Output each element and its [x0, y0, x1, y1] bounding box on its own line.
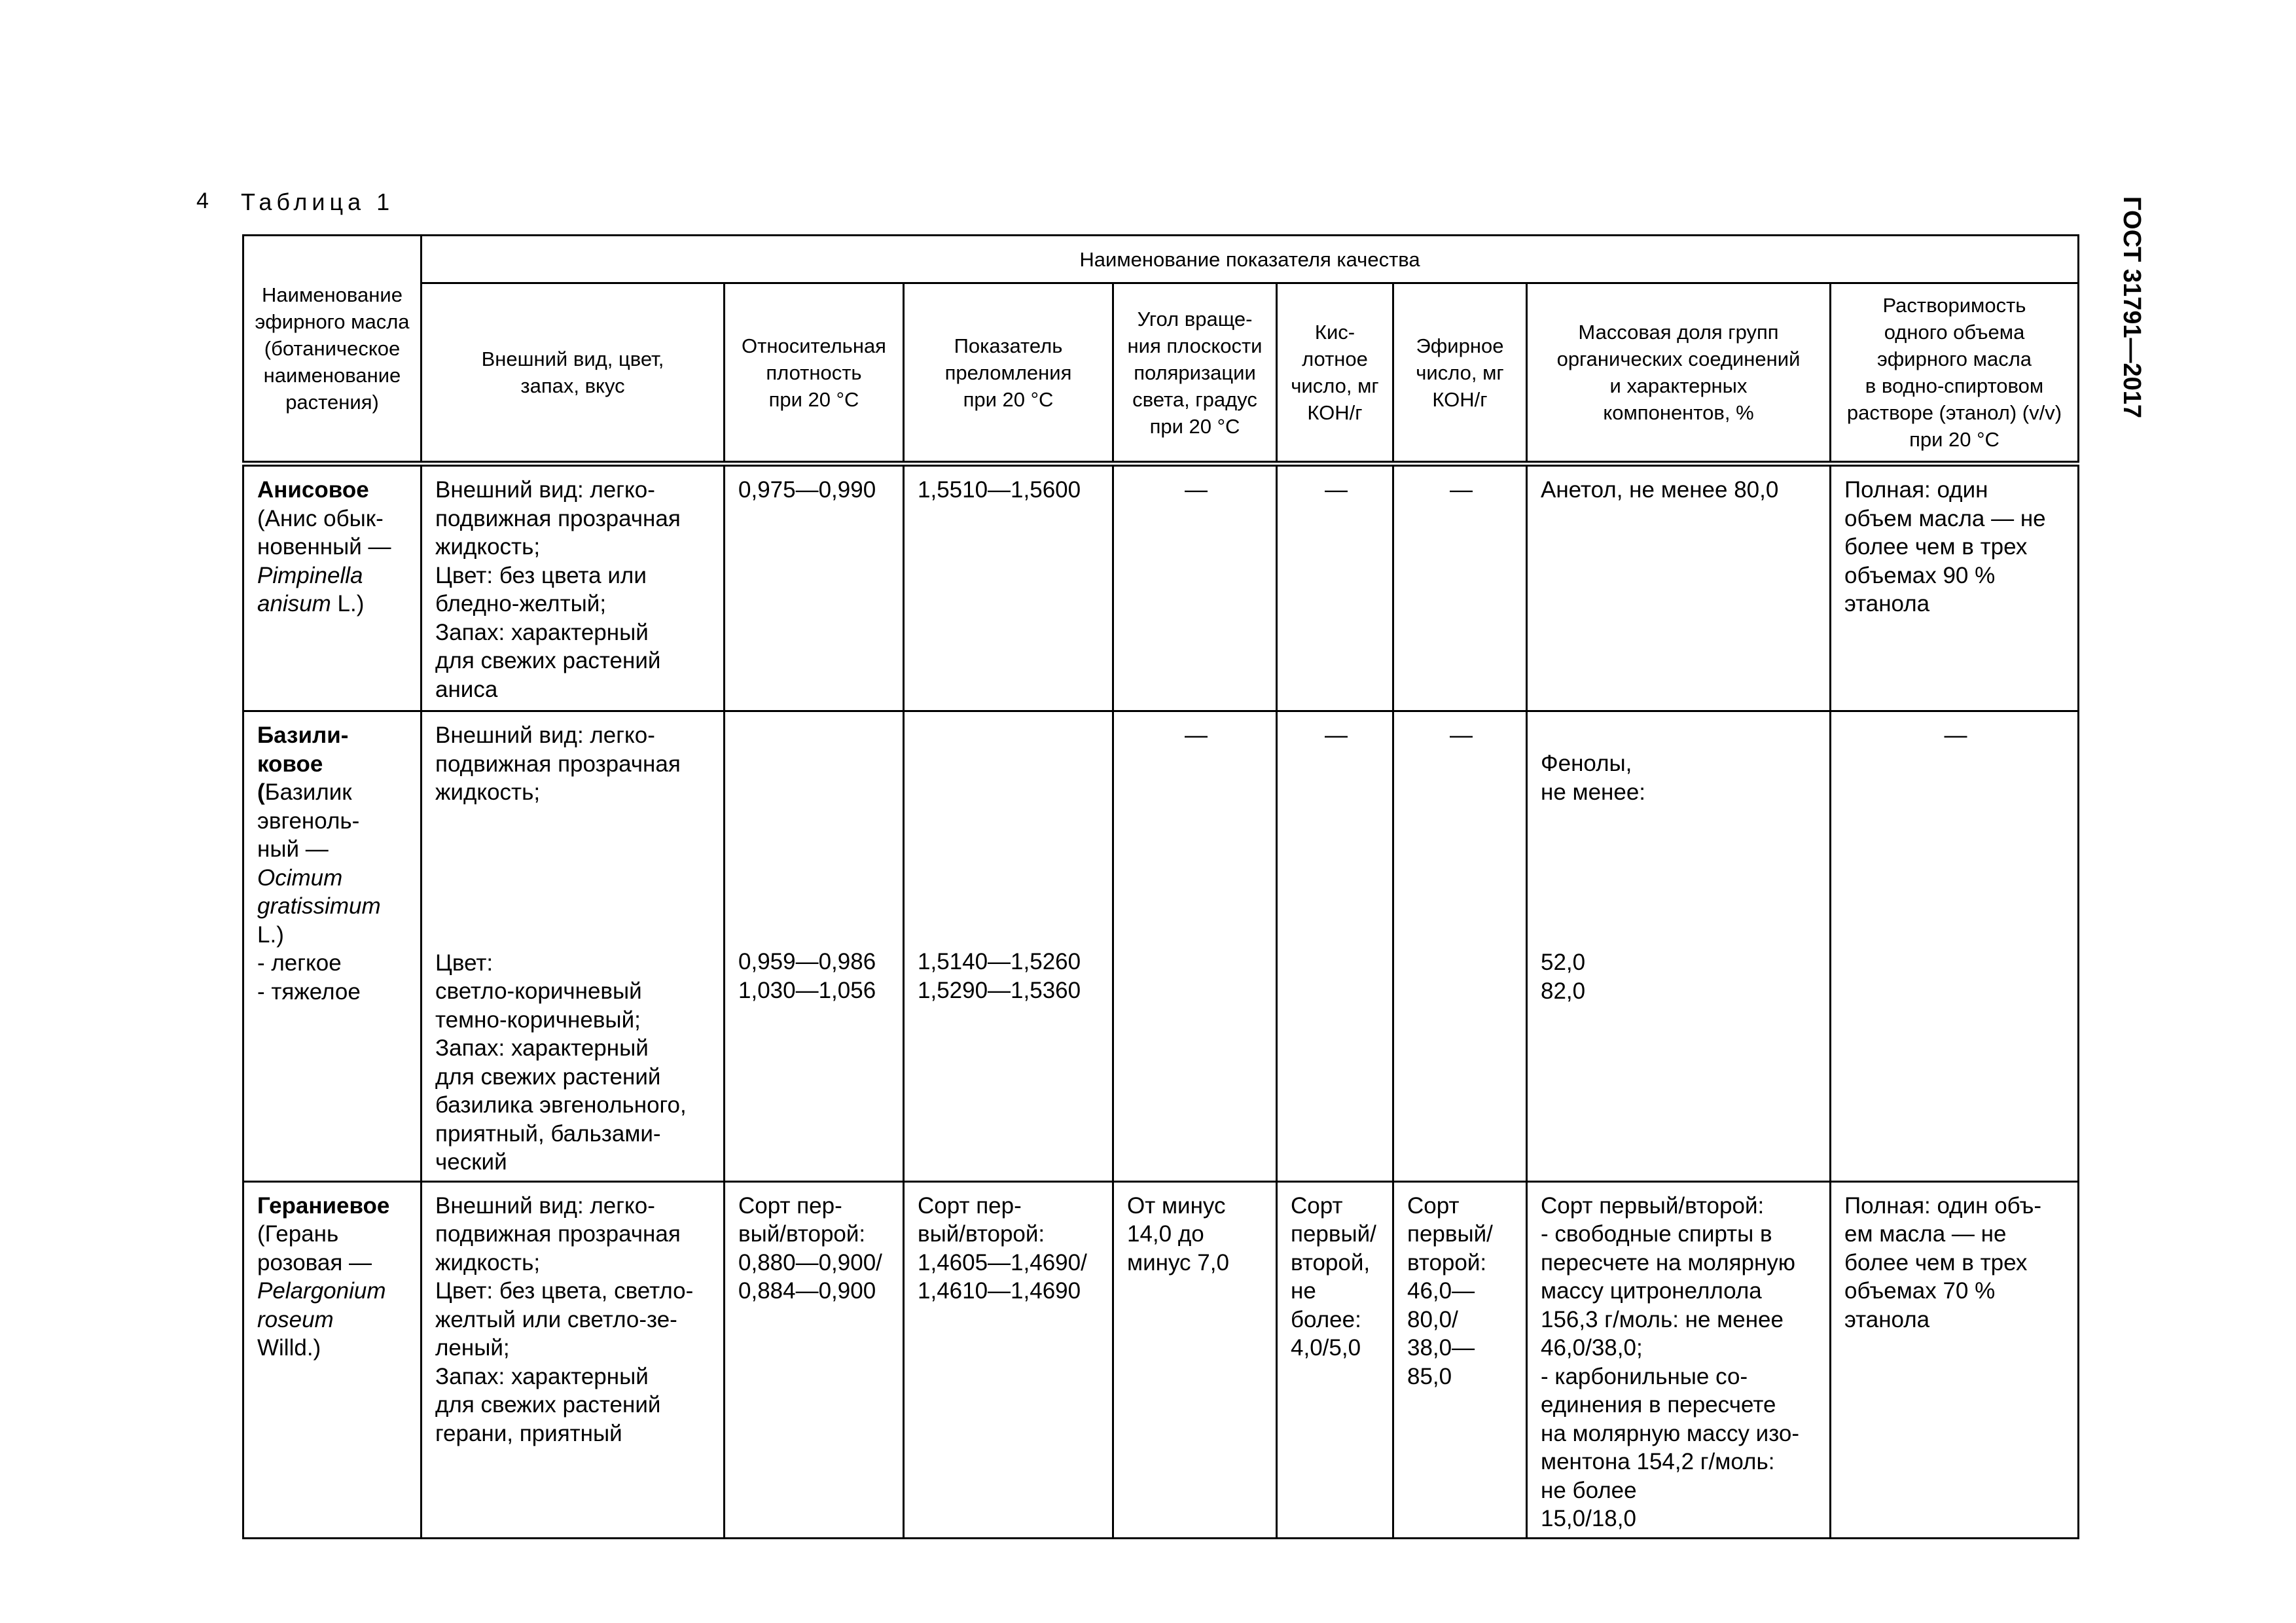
rotation-basil: —	[1113, 711, 1277, 1182]
refraction-basil: 1,5140—1,5260 1,5290—1,5360	[904, 711, 1113, 1182]
density-anise: 0,975—0,990	[725, 464, 904, 711]
header-mass-fraction: Массовая доля групп органических соединений и характерных компонентов, %	[1527, 283, 1831, 464]
standard-designation	[2114, 196, 2153, 445]
solubility-anise: Полная: один объем масла — не более чем в трех объемах 90 % этанола	[1831, 464, 2079, 711]
mass-fraction-basil: Фенолы, не менее: 52,0 82,0	[1527, 711, 1831, 1182]
acid-geranium: Сорт первый/ второй, не более: 4,0/5,0	[1277, 1181, 1393, 1538]
header-refraction: Показатель преломления при 20 °С	[904, 283, 1113, 464]
oil-name-anise: Анисовое (Анис обык- новенный — Pimpinella anisum L.)	[243, 464, 422, 711]
mass-fraction-geranium: Сорт первый/второй: - свободные спирты в пересчете на молярную массу цитронеллола 156,3 г/моль: не менее 46,0/38,0; - карбонильные со- единения в пересчете на молярную массу изо- ментона 154,2 г/моль: не более 15,0/18,0	[1527, 1181, 1831, 1538]
refraction-anise: 1,5510—1,5600	[904, 464, 1113, 711]
appearance-anise: Внешний вид: легко- подвижная прозрачная жидкость; Цвет: без цвета или бледно-желтый; Запах: характерный для свежих растений аниса	[422, 464, 725, 711]
oil-name-basil: Базили- ковое (Базилик эвгеноль- ный — Ocimum gratissimum L.) - легкое - тяжелое	[243, 711, 422, 1182]
header-quality-indicators: Наименование показателя качества	[422, 236, 2079, 283]
density-basil: 0,959—0,986 1,030—1,056	[725, 711, 904, 1182]
header-solubility: Растворимость одного объема эфирного масла в водно-спиртовом растворе (этанол) (v/v) при 20 °С	[1831, 283, 2079, 464]
rotation-anise: —	[1113, 464, 1277, 711]
mass-fraction-anise: Анетол, не менее 80,0	[1527, 464, 1831, 711]
quality-table	[242, 234, 2079, 1539]
acid-basil: —	[1277, 711, 1393, 1182]
density-geranium: Сорт пер- вый/второй: 0,880—0,900/ 0,884—0,900	[725, 1181, 904, 1538]
header-appearance: Внешний вид, цвет, запах, вкус	[422, 283, 725, 464]
ester-basil: —	[1393, 711, 1527, 1182]
appearance-basil: Внешний вид: легко- подвижная прозрачная жидкость; Цвет: светло-коричневый темно-коричневый; Запах: характерный для свежих растений базилика эвгенольного, приятный, бальзами- ческий	[422, 711, 725, 1182]
oil-name-geranium: Гераниевое (Герань розовая — Pelargonium roseum Willd.)	[243, 1181, 422, 1538]
table-caption: Таблица 1	[241, 188, 395, 215]
appearance-geranium: Внешний вид: легко- подвижная прозрачная жидкость; Цвет: без цвета, светло- желтый или светло-зе- леный; Запах: характерный для свежих растений герани, приятный	[422, 1181, 725, 1538]
header-density: Относительная плотность при 20 °С	[725, 283, 904, 464]
header-ester-number: Эфирное число, мг КОН/г	[1393, 283, 1527, 464]
rotation-geranium: От минус 14,0 до минус 7,0	[1113, 1181, 1277, 1538]
grade-light: - легкое	[257, 950, 342, 976]
acid-anise: —	[1277, 464, 1393, 711]
ester-geranium: Сорт первый/ второй: 46,0— 80,0/ 38,0— 85,0	[1393, 1181, 1527, 1538]
header-acid-number: Кис- лотное число, мг КОН/г	[1277, 283, 1393, 464]
solubility-basil: —	[1831, 711, 2079, 1182]
header-oil-name: Наименование эфирного масла (ботаническое наименование растения)	[243, 236, 422, 464]
solubility-geranium: Полная: один объ- ем масла — не более чем в трех объемах 70 % этанола	[1831, 1181, 2079, 1538]
grade-heavy: - тяжелое	[257, 978, 361, 1005]
table-row-anise	[243, 464, 2079, 711]
ester-anise: —	[1393, 464, 1527, 711]
header-rotation: Угол враще- ния плоскости поляризации света, градус при 20 °С	[1113, 283, 1277, 464]
standard-label: ГОСТ 31791—2017	[2118, 196, 2145, 419]
table-row-basil	[243, 711, 2079, 1182]
refraction-geranium: Сорт пер- вый/второй: 1,4605—1,4690/ 1,4610—1,4690	[904, 1181, 1113, 1538]
page-number: 4	[196, 188, 209, 213]
table-row-geranium	[243, 1181, 2079, 1538]
